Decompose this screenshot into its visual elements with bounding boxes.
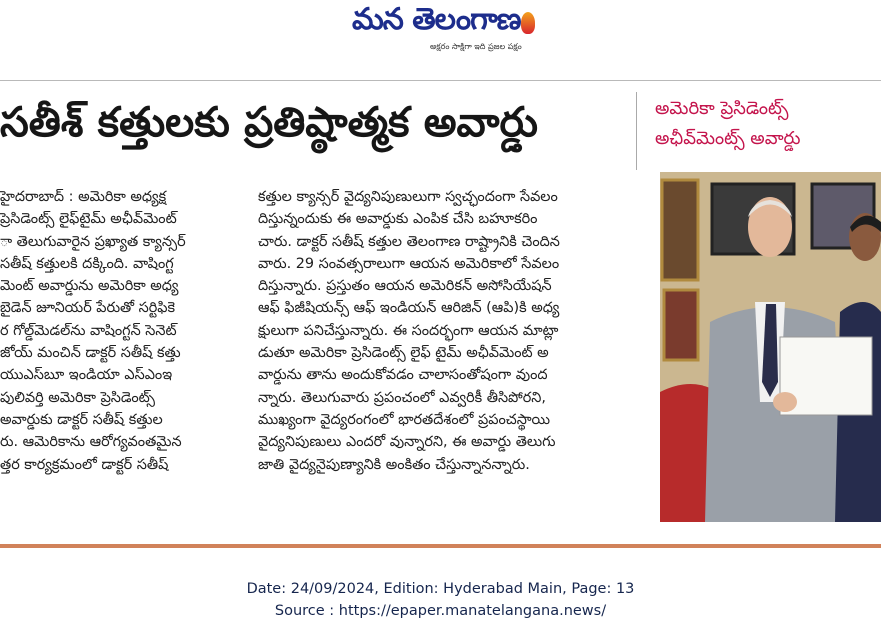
article-line: వారు. 29 సంవత్సరాలుగా ఆయన అమెరికాలో సేవలం bbox=[258, 255, 560, 272]
edition-info: Date: 24/09/2024, Edition: Hyderabad Main, Page: 13 bbox=[246, 581, 635, 597]
news-photo bbox=[660, 172, 881, 522]
article-line: ఆఫ్ ఫిజీషియన్స్ ఆఫ్ ఇండియన్ ఆరిజిన్ (ఆపి)కి అధ్య bbox=[258, 300, 560, 317]
article-line: పులివర్తి అమెరికా ప్రెసిడెంట్స్ bbox=[0, 389, 155, 406]
article-line: జాతి వైద్యనైపుణ్యానికి అంకితం చేస్తున్నానన్నారు. bbox=[258, 456, 530, 473]
logo-text: మన తెలంగాణ bbox=[352, 2, 521, 37]
article-line: సతీష్ కత్తులకి దక్కింది. వాషింగ్ట bbox=[0, 255, 174, 272]
article-line: చారు. డాక్టర్ సతీష్ కత్తుల తెలంగాణ రాష్ట్రానికి చెందిన bbox=[258, 233, 560, 250]
top-divider bbox=[0, 80, 881, 81]
article-line: ర గోల్డ్‌మెడల్‌ను వాషింగ్టన్ సెనెట్ bbox=[0, 322, 177, 339]
article-line: న్నారు. తెలుగువారు ప్రపంచంలో ఎవ్వరికీ తీసిపోరని, bbox=[258, 389, 546, 406]
article-column-1 bbox=[0, 186, 248, 476]
article-line: కత్తుల క్యాన్సర్ వైద్యనిపుణులుగా స్వచ్ఛందంగా సేవలం bbox=[258, 189, 558, 205]
article-line: యుఎస్‌బూ ఇండియా ఎస్‌ఎంఇ bbox=[0, 367, 173, 384]
article-line: వైద్యనిపుణులు ఎందరో వున్నారని, ఈ అవార్డు తెలుగు bbox=[258, 434, 556, 451]
article-column-2 bbox=[258, 186, 648, 476]
article-line: మెంట్ అవార్డును అమెరికా అధ్య bbox=[0, 278, 179, 295]
side-headline-line: అఛీవ్‌మెంట్స్ అవార్డు bbox=[655, 128, 801, 149]
source-link[interactable]: Source : https://epaper.manatelangana.news/ bbox=[274, 603, 607, 619]
article-line: రు. ఆమెరికాను ఆరోగ్యవంతమైన bbox=[0, 434, 182, 451]
flame-icon bbox=[521, 12, 535, 34]
footer bbox=[0, 578, 881, 622]
article-line: క్షులుగా పనిచేస్తున్నారు. ఈ సందర్భంగా ఆయన మాట్లా bbox=[258, 322, 559, 339]
masthead bbox=[0, 0, 881, 72]
article-line: ప్రెసిడెంట్స్ లైఫ్‌టైమ్ అఛీవ్‌మెంట్ bbox=[0, 211, 177, 228]
article-line: హైదరాబాద్ : అమెరికా అధ్యక్ష bbox=[0, 189, 167, 205]
article-line: జోయ్ మంచిన్ డాక్టర్ సతీష్ కత్తు bbox=[0, 345, 181, 362]
photo-illustration bbox=[660, 172, 881, 522]
tagline: అక్షరం సాక్షిగా ఇది ప్రజల పక్షం bbox=[430, 42, 522, 51]
article-line: అవార్డుకు డాక్టర్ సతీష్ కత్తుల bbox=[0, 411, 163, 428]
article-line: దిస్తున్నారు. ప్రస్తుతం ఆయన అమెరికన్ అసోసియేషన్ bbox=[258, 278, 552, 295]
side-headline-line: అమెరికా ప్రెసిడెంట్స్ bbox=[655, 98, 789, 119]
side-headline bbox=[655, 94, 881, 164]
article-line: ముఖ్యంగా వైద్యరంగంలో భారతదేశంలో ప్రపంచస్థాయి bbox=[258, 411, 551, 428]
article-line: వార్డును తాను అందుకోవడం చాలాసంతోషంగా వుంద bbox=[258, 367, 548, 384]
vertical-divider bbox=[636, 92, 637, 170]
article-line: ా తెలుగువారైన ప్రఖ్యాత క్యాన్సర్ bbox=[0, 233, 186, 250]
article-line: దిస్తున్నందుకు ఈ అవార్డుకు ఎంపిక చేసి బహూకరిం bbox=[258, 211, 538, 228]
bottom-divider bbox=[0, 544, 881, 548]
newspaper-logo[interactable] bbox=[352, 2, 536, 38]
article-line: బైడెన్ జూనియర్ పేరుతో సర్టిఫికె bbox=[0, 300, 176, 317]
headline: సతీశ్ కత్తులకు ప్రతిష్ఠాత్మక అవార్డు bbox=[0, 98, 538, 146]
article-line: త్తర కార్యక్రమంలో డాక్టర్ సతీష్ bbox=[0, 456, 169, 473]
article-line: డుతూ అమెరికా ప్రెసిడెంట్స్ లైఫ్ టైమ్ అఛీవ్‌మెంట్ అ bbox=[258, 345, 549, 362]
